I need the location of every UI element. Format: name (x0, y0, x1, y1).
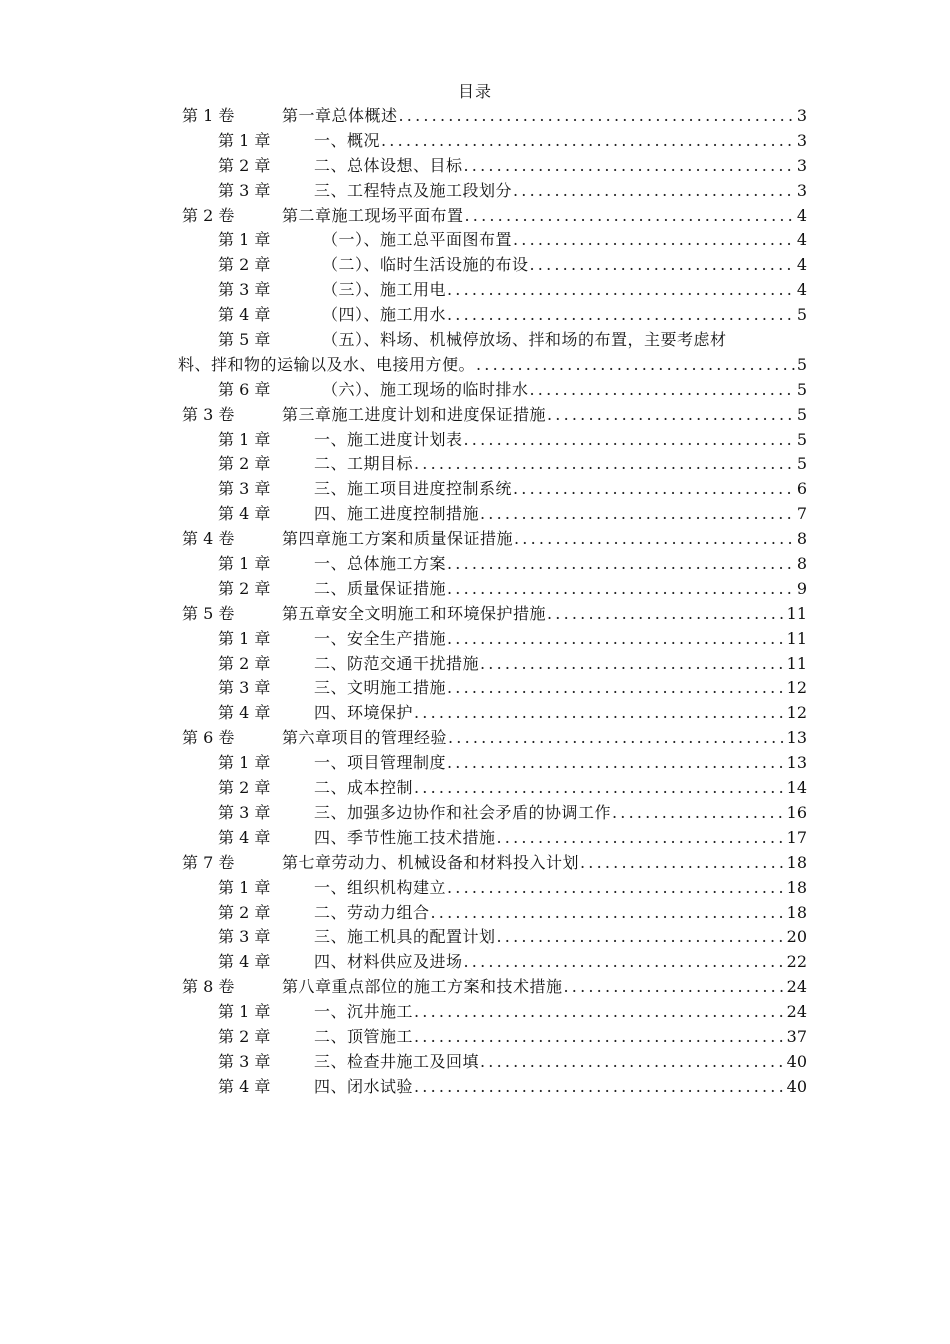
toc-entry-number: 第 3 章 (218, 280, 271, 300)
toc-chapter-entry[interactable] (180, 925, 807, 950)
toc-entry-number: 第 3 章 (218, 927, 271, 947)
toc-entry-page-number: 24 (786, 1002, 807, 1022)
toc-entry-number: 第 4 章 (218, 703, 271, 723)
toc-entry-number: 第 1 章 (218, 429, 271, 449)
toc-entry-title: 二、总体设想、目标 (314, 155, 463, 175)
toc-entry-title: 三、施工项目进度控制系统 (314, 479, 513, 499)
toc-entry-continuation[interactable] (178, 353, 807, 378)
toc-entry-number: 第 2 章 (218, 578, 271, 598)
toc-entry-number: 第 3 章 (218, 180, 271, 200)
toc-entry-number: 第 4 章 (218, 305, 271, 325)
toc-entry-page-number: 3 (796, 180, 807, 200)
toc-chapter-entry[interactable] (180, 627, 807, 652)
toc-entry-title: 四、环境保护 (314, 703, 414, 723)
toc-chapter-entry[interactable] (180, 776, 807, 801)
toc-entry-number: 第 3 章 (218, 479, 271, 499)
dot-leader (448, 726, 785, 751)
toc-entry-number: 第 1 章 (218, 554, 271, 574)
toc-entry-page-number: 12 (786, 703, 807, 723)
toc-entry-page-number: 4 (796, 280, 807, 300)
toc-entry-title: 第一章总体概述 (282, 106, 398, 125)
dot-leader (447, 751, 785, 776)
toc-entry-number: 第 4 章 (218, 504, 271, 524)
toc-chapter-entry[interactable] (180, 950, 807, 975)
toc-chapter-entry[interactable] (180, 1025, 807, 1050)
toc-entry-number: 第 3 章 (218, 802, 271, 822)
dot-leader (612, 801, 785, 826)
toc-entry-number: 第 1 章 (218, 628, 271, 648)
toc-entry-title: 三、工程特点及施工段划分 (314, 180, 513, 200)
toc-volume-entry[interactable] (180, 204, 807, 229)
toc-entry-number: 第 2 章 (218, 778, 271, 798)
toc-entry-page-number: 16 (786, 802, 807, 822)
toc-entry-page-number: 3 (796, 106, 807, 125)
dot-leader (414, 1000, 785, 1025)
toc-entry-number: 第 1 章 (218, 130, 271, 150)
toc-entry-page-number: 3 (796, 155, 807, 175)
dot-leader (447, 303, 795, 328)
toc-chapter-entry[interactable] (180, 428, 807, 453)
toc-entry-title: 一、安全生产措施 (314, 628, 447, 648)
toc-entry-number: 第 3 章 (218, 678, 271, 698)
toc-entry-title: 一、组织机构建立 (314, 877, 447, 897)
toc-entry-title: （四）、施工用水 (322, 305, 447, 325)
toc-entry-page-number: 18 (786, 877, 807, 897)
toc-entry-number: 第 2 章 (218, 454, 271, 474)
toc-chapter-entry[interactable] (180, 801, 807, 826)
toc-entry-number: 第 2 章 (218, 1026, 271, 1046)
toc-entry-page-number: 40 (786, 1051, 807, 1071)
toc-entry-page-number: 13 (786, 728, 807, 748)
toc-entry-page-number: 13 (786, 753, 807, 773)
toc-chapter-entry[interactable] (180, 1075, 807, 1100)
toc-entry-page-number: 24 (786, 977, 807, 997)
dot-leader (580, 851, 785, 876)
toc-entry-title: 二、质量保证措施 (314, 578, 447, 598)
toc-entry-title: 二、顶管施工 (314, 1026, 414, 1046)
table-of-contents (180, 104, 807, 1100)
toc-entry-title: 三、检查井施工及回填 (314, 1051, 480, 1071)
toc-volume-entry[interactable] (180, 975, 807, 1000)
toc-entry-title: 一、总体施工方案 (314, 554, 447, 574)
toc-entry-title: （五）、料场、机械停放场、拌和场的布置，主要考虑材 (322, 330, 727, 350)
toc-chapter-entry[interactable] (180, 751, 807, 776)
toc-chapter-entry[interactable] (180, 676, 807, 701)
dot-leader (564, 975, 785, 1000)
toc-entry-page-number: 5 (796, 404, 807, 424)
toc-entry-page-number: 5 (796, 429, 807, 449)
toc-entry-number: 第 2 章 (218, 155, 271, 175)
toc-entry-title: 第七章劳动力、机械设备和材料投入计划 (282, 852, 580, 872)
toc-entry-page-number: 40 (786, 1076, 807, 1096)
toc-entry-number: 第 1 章 (218, 230, 271, 250)
toc-entry-page-number: 8 (796, 554, 807, 574)
toc-entry-number: 第 3 卷 (182, 404, 235, 424)
dot-leader (447, 676, 785, 701)
toc-chapter-entry[interactable] (180, 452, 807, 477)
toc-entry-page-number: 5 (796, 354, 807, 374)
toc-entry-page-number: 14 (786, 778, 807, 798)
toc-chapter-entry[interactable] (180, 552, 807, 577)
toc-entry-number: 第 2 章 (218, 902, 271, 922)
toc-entry-title: （一）、施工总平面图布置 (322, 230, 513, 250)
toc-entry-number: 第 7 卷 (182, 852, 235, 872)
toc-entry-number: 第 6 章 (218, 379, 271, 399)
dot-leader (513, 477, 795, 502)
toc-entry-title: 第六章项目的管理经验 (282, 728, 448, 748)
toc-entry-page-number: 5 (796, 305, 807, 325)
toc-entry-title: 第二章施工现场平面布置 (282, 205, 464, 225)
toc-entry-title: 第五章安全文明施工和环境保护措施 (282, 603, 547, 623)
toc-entry-page-number: 18 (786, 902, 807, 922)
toc-entry-title: 三、文明施工措施 (314, 678, 447, 698)
dot-leader (414, 452, 795, 477)
toc-entry-title: 三、施工机具的配置计划 (314, 927, 496, 947)
toc-entry-page-number: 5 (796, 454, 807, 474)
toc-volume-entry[interactable] (180, 726, 807, 751)
toc-entry-number: 第 4 章 (218, 827, 271, 847)
toc-entry-number: 第 1 卷 (182, 106, 235, 125)
dot-leader (465, 204, 795, 229)
dot-leader (431, 901, 785, 926)
toc-entry-number: 第 1 章 (218, 753, 271, 773)
toc-entry-number: 第 4 章 (218, 1076, 271, 1096)
toc-entry-page-number: 7 (796, 504, 807, 524)
dot-leader (476, 353, 795, 378)
toc-chapter-entry[interactable] (180, 303, 807, 328)
toc-entry-title: 三、加强多边协作和社会矛盾的协调工作 (314, 802, 612, 822)
dot-leader (447, 278, 795, 303)
toc-entry-page-number: 11 (786, 603, 807, 623)
dot-leader (447, 876, 785, 901)
toc-entry-number: 第 2 卷 (182, 205, 235, 225)
dot-leader (399, 104, 795, 129)
toc-chapter-entry[interactable] (180, 278, 807, 303)
dot-leader (414, 701, 785, 726)
toc-chapter-entry[interactable] (180, 826, 807, 851)
dot-leader (547, 602, 785, 627)
toc-entry-title: （二）、临时生活设施的布设 (322, 255, 529, 275)
toc-volume-entry[interactable] (180, 403, 807, 428)
toc-chapter-entry[interactable] (180, 253, 807, 278)
toc-chapter-entry[interactable] (180, 502, 807, 527)
toc-entry-title-continued: 料、拌和物的运输以及水、电接用方便。 (178, 354, 476, 374)
toc-entry-page-number: 4 (796, 230, 807, 250)
toc-entry-page-number: 4 (796, 205, 807, 225)
toc-entry-title: 二、劳动力组合 (314, 902, 430, 922)
toc-entry-number: 第 5 卷 (182, 603, 235, 623)
toc-entry-title: （六）、施工现场的临时排水 (322, 379, 529, 399)
toc-chapter-entry[interactable] (180, 129, 807, 154)
dot-leader (414, 776, 785, 801)
dot-leader (480, 502, 795, 527)
toc-entry-title: 第八章重点部位的施工方案和技术措施 (282, 977, 563, 997)
toc-entry-page-number: 11 (786, 653, 807, 673)
toc-entry-page-number: 4 (796, 255, 807, 275)
toc-chapter-entry[interactable] (180, 701, 807, 726)
dot-leader (497, 925, 785, 950)
dot-leader (513, 179, 795, 204)
toc-entry-title: 第三章施工进度计划和进度保证措施 (282, 404, 547, 424)
toc-chapter-entry[interactable] (180, 378, 807, 403)
dot-leader (514, 527, 795, 552)
toc-volume-entry[interactable] (180, 104, 807, 129)
toc-entry-page-number: 6 (796, 479, 807, 499)
toc-entry-page-number: 9 (796, 578, 807, 598)
dot-leader (480, 652, 785, 677)
toc-chapter-entry[interactable] (180, 477, 807, 502)
dot-leader (480, 1050, 785, 1075)
toc-entry-title: 四、季节性施工技术措施 (314, 827, 496, 847)
toc-entry-title: 四、施工进度控制措施 (314, 504, 480, 524)
toc-entry-page-number: 37 (786, 1026, 807, 1046)
toc-entry-number: 第 5 章 (218, 330, 271, 350)
toc-entry-title: 第四章施工方案和质量保证措施 (282, 529, 514, 549)
toc-entry-title: 一、概况 (314, 130, 381, 150)
toc-entry-number: 第 3 章 (218, 1051, 271, 1071)
toc-chapter-entry[interactable] (180, 179, 807, 204)
toc-entry-page-number: 12 (786, 678, 807, 698)
toc-chapter-entry[interactable] (180, 154, 807, 179)
toc-chapter-entry[interactable] (180, 1000, 807, 1025)
toc-volume-entry[interactable] (180, 851, 807, 876)
toc-entry-title: 二、防范交通干扰措施 (314, 653, 480, 673)
toc-entry-title: （三）、施工用电 (322, 280, 447, 300)
toc-entry-number: 第 2 章 (218, 255, 271, 275)
toc-entry-title: 一、沉井施工 (314, 1002, 414, 1022)
toc-entry-number: 第 1 章 (218, 877, 271, 897)
toc-entry-title: 二、成本控制 (314, 778, 414, 798)
dot-leader (447, 552, 795, 577)
dot-leader (464, 428, 795, 453)
toc-entry-number: 第 4 章 (218, 952, 271, 972)
toc-entry-page-number: 17 (786, 827, 807, 847)
dot-leader (447, 627, 785, 652)
toc-entry-page-number: 22 (786, 952, 807, 972)
toc-entry-title: 四、材料供应及进场 (314, 952, 463, 972)
dot-leader (513, 228, 795, 253)
toc-entry-title: 二、工期目标 (314, 454, 414, 474)
toc-entry-page-number: 5 (796, 379, 807, 399)
toc-entry-page-number: 8 (796, 529, 807, 549)
toc-entry-page-number: 11 (786, 628, 807, 648)
dot-leader (530, 378, 795, 403)
toc-entry-title: 一、项目管理制度 (314, 753, 447, 773)
toc-entry-page-number: 18 (786, 852, 807, 872)
dot-leader (464, 154, 795, 179)
toc-chapter-entry[interactable] (180, 1050, 807, 1075)
toc-chapter-entry[interactable] (180, 228, 807, 253)
toc-entry-number: 第 4 卷 (182, 529, 235, 549)
toc-chapter-entry[interactable] (180, 577, 807, 602)
toc-entry-number: 第 6 卷 (182, 728, 235, 748)
dot-leader (497, 826, 785, 851)
toc-entry-title: 一、施工进度计划表 (314, 429, 463, 449)
toc-entry-title: 四、闭水试验 (314, 1076, 414, 1096)
toc-entry-number: 第 8 卷 (182, 977, 235, 997)
dot-leader (414, 1075, 785, 1100)
toc-title: 目录 (457, 82, 492, 101)
dot-leader (381, 129, 795, 154)
toc-volume-entry[interactable] (180, 527, 807, 552)
toc-entry-number: 第 2 章 (218, 653, 271, 673)
toc-chapter-entry[interactable] (180, 876, 807, 901)
toc-entry-page-number: 20 (786, 927, 807, 947)
dot-leader (530, 253, 795, 278)
toc-entry-page-number: 3 (796, 130, 807, 150)
dot-leader (547, 403, 795, 428)
toc-volume-entry[interactable] (180, 602, 807, 627)
toc-entry-number: 第 1 章 (218, 1002, 271, 1022)
toc-entry[interactable] (180, 328, 807, 353)
dot-leader (464, 950, 785, 975)
toc-chapter-entry[interactable] (180, 652, 807, 677)
toc-chapter-entry[interactable] (180, 901, 807, 926)
dot-leader (414, 1025, 785, 1050)
dot-leader (447, 577, 795, 602)
